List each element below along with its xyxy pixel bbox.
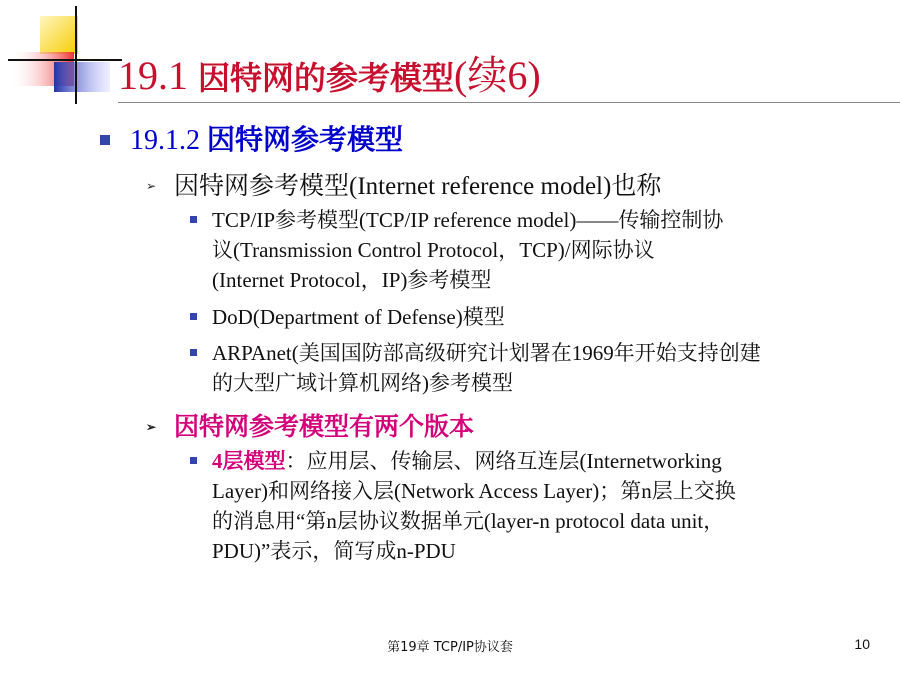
item3-line: 的大型广域计算机网络)参考模型 — [212, 371, 513, 395]
item4-line — [212, 446, 872, 476]
item4-line: 的消息用“第n层协议数据单元(layer-n protocol data unit， — [212, 509, 725, 533]
square-bullet-icon — [190, 457, 197, 464]
subpoint-aliases-text: 因特网参考模型(Internet reference model)也称 — [174, 173, 662, 200]
item1-line: 议(Transmission Control Protocol，TCP)/网际协议 — [212, 238, 655, 262]
title-chinese: 因特网的参考模型 — [198, 60, 455, 96]
list-item — [190, 205, 870, 295]
list-item — [190, 446, 870, 566]
item4-line: PDU)”表示，简写成n-PDU — [212, 539, 456, 563]
chevron-bullet-icon: ➢ — [146, 419, 157, 434]
title-number: 19.1 — [118, 53, 198, 98]
title-suffix: (续6) — [454, 53, 541, 98]
page-number: 10 — [854, 636, 870, 652]
square-bullet-icon — [190, 313, 197, 320]
item4-highlight: 4层模型 — [212, 449, 286, 473]
item1-line: TCP/IP参考模型(TCP/IP reference model)——传输控制协 — [212, 208, 724, 232]
slide-title — [118, 44, 541, 101]
item3-line: ARPAnet(美国国防部高级研究计划署在1969年开始支持创建 — [212, 341, 761, 365]
heading-number: 19.1.2 — [130, 125, 207, 156]
heading-text: 因特网参考模型 — [207, 125, 404, 156]
chevron-bullet-icon: ➢ — [146, 178, 157, 193]
corner-decoration — [0, 0, 130, 110]
section-heading — [100, 118, 403, 158]
item2-line: DoD(Department of Defense)模型 — [212, 305, 505, 329]
subpoint-aliases — [146, 166, 661, 202]
square-bullet-icon — [190, 216, 197, 223]
list-item — [190, 302, 870, 332]
item4-line: Layer)和网络接入层(Network Access Layer)；第n层上交换 — [212, 479, 736, 503]
footer-chapter: 第19章 TCP/IP协议套 — [387, 640, 513, 655]
square-bullet-icon — [190, 349, 197, 356]
item1-line: (Internet Protocol，IP)参考模型 — [212, 268, 492, 292]
subpoint-versions — [146, 407, 474, 443]
subpoint-versions-text: 因特网参考模型有两个版本 — [174, 414, 475, 441]
list-item — [190, 338, 870, 398]
item4-line1-rest: ：应用层、传输层、网络互连层(Internetworking — [285, 449, 722, 473]
title-divider — [118, 102, 900, 103]
square-bullet-icon — [100, 135, 110, 145]
